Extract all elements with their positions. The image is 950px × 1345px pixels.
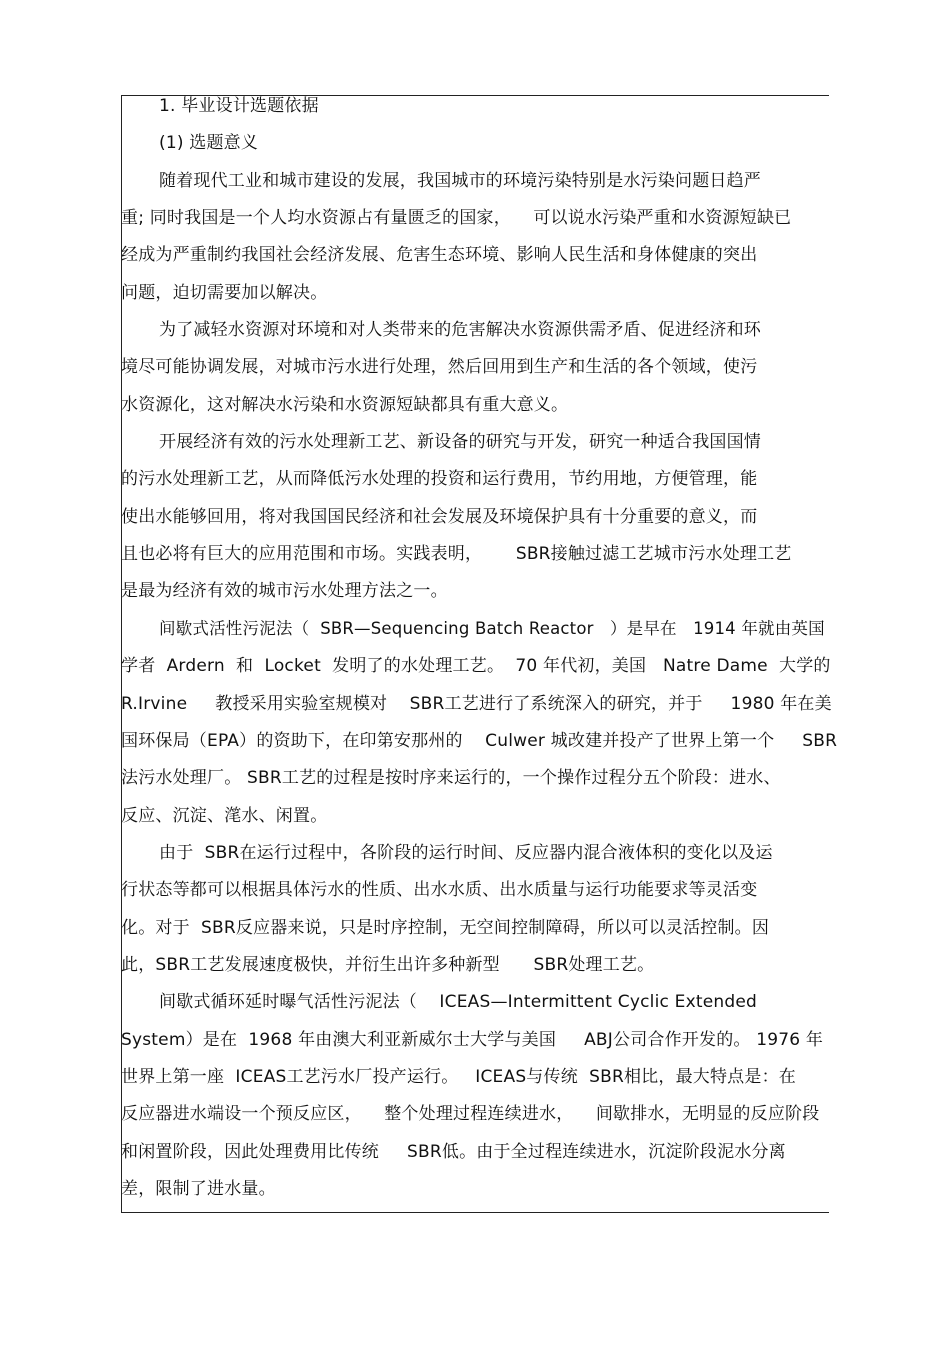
paragraph-line: 行状态等都可以根据具体污水的性质、出水水质、出水质量与运行功能要求等灵活变 bbox=[121, 880, 758, 900]
paragraph-line: 为了减轻水资源对环境和对人类带来的危害解决水资源供需矛盾、促进经济和环 bbox=[159, 320, 761, 340]
paragraph-line: 问题，迫切需要加以解决。 bbox=[121, 283, 328, 303]
paragraph-line: 反应器进水端设一个预反应区， 整个处理过程连续进水， 间歇排水，无明显的反应阶段 bbox=[121, 1104, 820, 1124]
paragraph-line: 法污水处理厂。 SBR工艺的过程是按时序来运行的，一个操作过程分五个阶段：进水、 bbox=[121, 768, 781, 788]
content-frame bbox=[121, 95, 838, 1213]
frame-bottom-border bbox=[121, 1212, 829, 1213]
paragraph-line: 国环保局（EPA）的资助下，在印第安那州的 Culwer 城改建并投产了世界上第一个 SBR bbox=[121, 731, 838, 751]
paragraph-line: 且也必将有巨大的应用范围和市场。实践表明， SBR接触过滤工艺城市污水处理工艺 bbox=[121, 544, 792, 564]
paragraph-line: 间歇式循环延时曝气活性污泥法（ ICEAS—Intermittent Cyclic Extended bbox=[159, 992, 757, 1012]
paragraph-line: 境尽可能协调发展，对城市污水进行处理，然后回用到生产和生活的各个领域，使污 bbox=[121, 357, 758, 377]
paragraph-line: 反应、沉淀、滗水、闲置。 bbox=[121, 806, 328, 826]
paragraph-line: System）是在 1968 年由澳大利亚新威尔士大学与美国 ABJ公司合作开发的。 1976 年 bbox=[121, 1030, 824, 1050]
subsection-heading: (1) 选题意义 bbox=[159, 133, 259, 153]
paragraph-line: 开展经济有效的污水处理新工艺、新设备的研究与开发，研究一种适合我国国情 bbox=[159, 432, 761, 452]
paragraph-line: 由于 SBR在运行过程中，各阶段的运行时间、反应器内混合液体积的变化以及运 bbox=[159, 843, 773, 863]
paragraph-line: 世界上第一座 ICEAS工艺污水厂投产运行。 ICEAS与传统 SBR相比，最大特点是：在 bbox=[121, 1067, 796, 1087]
paragraph-line: 此，SBR工艺发展速度极快，并衍生出许多种新型 SBR处理工艺。 bbox=[121, 955, 655, 975]
paragraph-line: 间歇式活性污泥法（ SBR—Sequencing Batch Reactor ）是早在 1914 年就由英国 bbox=[159, 619, 825, 638]
paragraph-line: 化。对于 SBR反应器来说，只是时序控制，无空间控制障碍，所以可以灵活控制。因 bbox=[121, 918, 770, 938]
section-heading: 1. 毕业设计选题依据 bbox=[159, 96, 319, 116]
paragraph-line: 随着现代工业和城市建设的发展，我国城市的环境污染特别是水污染问题日趋严 bbox=[159, 171, 761, 191]
paragraph-line: 重; 同时我国是一个人均水资源占有量匮乏的国家， 可以说水污染严重和水资源短缺已 bbox=[121, 208, 792, 228]
paragraph-line: 和闲置阶段，因此处理费用比传统 SBR低。由于全过程连续进水，沉淀阶段泥水分离 bbox=[121, 1142, 786, 1162]
paragraph-line: 经成为严重制约我国社会经济发展、危害生态环境、影响人民生活和身体健康的突出 bbox=[121, 245, 758, 265]
paragraph-line: 差，限制了进水量。 bbox=[121, 1179, 276, 1199]
paragraph-line: 水资源化，这对解决水污染和水资源短缺都具有重大意义。 bbox=[121, 395, 569, 415]
paragraph-line: R.Irvine 教授采用实验室规模对 SBR工艺进行了系统深入的研究，并于 1980 年在美 bbox=[121, 694, 832, 714]
paragraph-line: 是最为经济有效的城市污水处理方法之一。 bbox=[121, 581, 448, 601]
paragraph-line: 学者 Ardern 和 Locket 发明了的水处理工艺。 70 年代初，美国 Natre Dame 大学的 bbox=[121, 656, 831, 676]
paragraph-line: 使出水能够回用，将对我国国民经济和社会发展及环境保护具有十分重要的意义，而 bbox=[121, 507, 758, 527]
paragraph-line: 的污水处理新工艺，从而降低污水处理的投资和运行费用，节约用地，方便管理，能 bbox=[121, 469, 758, 489]
